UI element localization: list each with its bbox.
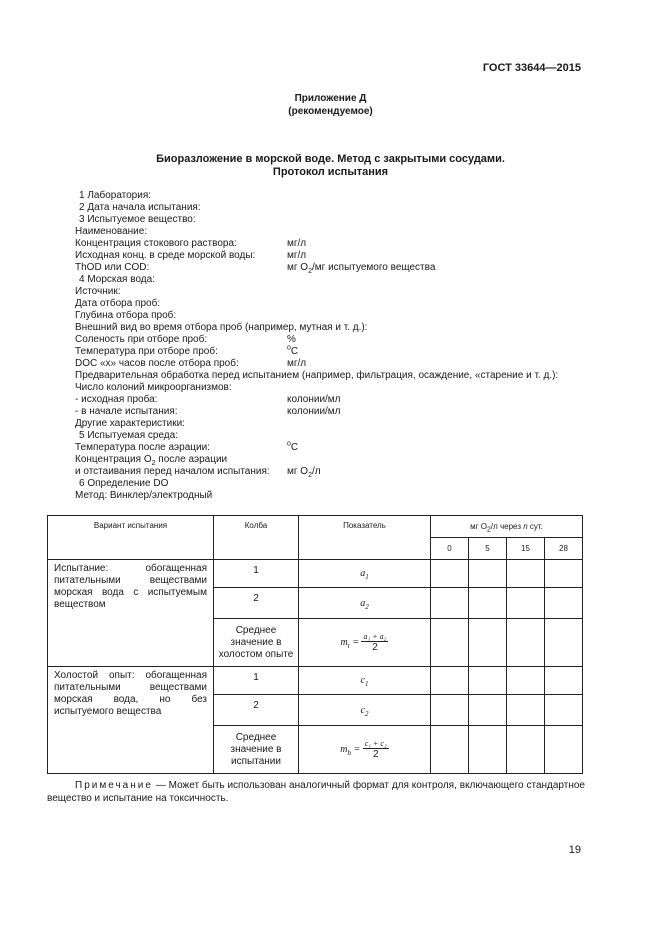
value-cell[interactable]: [507, 588, 545, 619]
value-cell[interactable]: [469, 726, 507, 774]
form-row: [75, 202, 585, 214]
value-cell[interactable]: [431, 619, 469, 667]
flask-cell: 2: [214, 695, 299, 726]
form-row: [75, 430, 585, 442]
value-cell[interactable]: [469, 560, 507, 588]
form-label: Температура при отборе проб:: [75, 346, 218, 357]
form-row: [75, 442, 585, 454]
flask-cell: 2: [214, 588, 299, 619]
form-row: [75, 418, 585, 430]
value-cell[interactable]: [469, 695, 507, 726]
form-row: [75, 370, 585, 382]
form-label: и отстаивания перед началом испытания:: [75, 466, 270, 477]
form-label: Соленость при отборе проб:: [75, 334, 208, 345]
form-label: Глубина отбора проб:: [75, 310, 177, 321]
table-header-row: [48, 516, 583, 538]
form-row: [75, 406, 585, 418]
indicator-cell: $c_1$: [299, 667, 431, 695]
form-label: Источник:: [75, 286, 121, 297]
flask-cell: 1: [214, 560, 299, 588]
form-row: [75, 250, 585, 262]
value-cell[interactable]: [507, 726, 545, 774]
form-row: [75, 190, 585, 202]
form-row: [75, 490, 585, 502]
header-variant: Вариант испытания: [48, 516, 214, 560]
indicator-cell: $a_1$: [299, 560, 431, 588]
form-row: [75, 358, 585, 370]
form-label: Предварительная обработка перед испытанием (например, фильтрация, осаждение, «старение и т. д.):: [75, 370, 559, 381]
average-cell: Среднее значение в холостом опыте: [214, 619, 299, 667]
page-number: 19: [568, 844, 581, 856]
header-indicator: Показатель: [299, 516, 431, 560]
form-row: [75, 310, 585, 322]
header-flask: Колба: [214, 516, 299, 560]
form-label: Дата отбора проб:: [75, 298, 161, 309]
form-label: Метод: Винклер/электродный: [75, 490, 213, 501]
form-row: [75, 238, 585, 250]
form-unit: колонии/мл: [287, 394, 341, 405]
table-note: [47, 779, 585, 805]
form-row: [75, 226, 585, 238]
appendix-title: Приложение Д: [294, 93, 367, 104]
header-day: 5: [469, 538, 507, 560]
value-cell[interactable]: [507, 619, 545, 667]
formula-cell: $m_b$ = $\frac{\text{c₁ + c₂}}{2}$: [299, 726, 431, 774]
flask-cell: 1: [214, 667, 299, 695]
form-label: DOC «х» часов после отбора проб:: [75, 358, 239, 369]
form-unit: мг/л: [287, 358, 307, 369]
form-unit: $^о$С: [287, 440, 299, 453]
form-row: [75, 394, 585, 406]
blank-variant-cell: Холостой опыт: обогащенная питательными веществами морская вода, но без испытуемого вещества: [48, 667, 214, 774]
value-cell[interactable]: [507, 667, 545, 695]
value-cell[interactable]: [431, 667, 469, 695]
form-row: [75, 382, 585, 394]
test-variant-cell: Испытание: обогащенная питательными веществами морская вода с испытуемым веществом: [48, 560, 214, 667]
value-cell[interactable]: [431, 695, 469, 726]
value-cell[interactable]: [507, 695, 545, 726]
value-cell[interactable]: [545, 726, 583, 774]
value-cell[interactable]: [545, 560, 583, 588]
form-label: Число колоний микроорганизмов:: [75, 382, 232, 393]
form-row: [75, 214, 585, 226]
results-table: [47, 515, 583, 774]
form-label: 6 Определение DO: [79, 478, 169, 489]
form-label: Концентрация $О_2$ после аэрации: [75, 454, 228, 467]
form-unit: мг/л: [287, 250, 307, 261]
form-row: [75, 286, 585, 298]
table-row: [48, 560, 583, 588]
form-label: 5 Испытуемая среда:: [79, 430, 178, 441]
form-unit: мг $О_2/мг$ испытуемого вещества: [287, 262, 436, 275]
form-label: Температура после аэрации:: [75, 442, 210, 453]
appendix-heading: [0, 92, 661, 118]
form-label: 4 Морская вода:: [79, 274, 155, 285]
standard-number: ГОСТ 33644—2015: [482, 62, 581, 74]
note-text: — Может быть использован аналогичный формат для контроля, включающего стандартное вещество и испытание на токсичность.: [47, 780, 585, 804]
header-day: 28: [545, 538, 583, 560]
formula-cell: $m_t$ = $\frac{\text{a₁ + a₂}}{2}$: [299, 619, 431, 667]
form-label: 1 Лаборатория:: [79, 190, 152, 201]
table-row: [48, 667, 583, 695]
value-cell[interactable]: [469, 667, 507, 695]
value-cell[interactable]: [469, 588, 507, 619]
protocol-form: [75, 190, 585, 502]
value-cell[interactable]: [431, 588, 469, 619]
value-cell[interactable]: [545, 588, 583, 619]
value-cell[interactable]: [507, 560, 545, 588]
value-cell[interactable]: [431, 726, 469, 774]
form-row: [75, 346, 585, 358]
value-cell[interactable]: [469, 619, 507, 667]
note-label: Примечание: [75, 780, 153, 791]
form-row: [75, 274, 585, 286]
form-row: [75, 298, 585, 310]
fraction: $\frac{\text{a₁ + a₂}}{2}$: [363, 632, 387, 653]
form-label: Другие характеристики:: [75, 418, 185, 429]
title-line-1: Биоразложение в морской воде. Метод с закрытыми сосудами.: [156, 153, 505, 165]
indicator-cell: $c_2$: [299, 695, 431, 726]
fraction: $\frac{\text{c₁ + c₂}}{2}$: [364, 739, 387, 760]
value-cell[interactable]: [545, 695, 583, 726]
form-label: Наименование:: [75, 226, 148, 237]
title-line-2: Протокол испытания: [272, 166, 389, 178]
value-cell[interactable]: [431, 560, 469, 588]
form-label: ThOD или COD:: [75, 262, 150, 273]
form-unit: мг $О_2/л$: [287, 466, 321, 479]
form-label: 3 Испытуемое вещество:: [79, 214, 196, 225]
header-mg-per-day: мг $О_2/л$ через n сут.: [431, 516, 583, 538]
form-unit: %: [287, 334, 296, 345]
form-label: Внешний вид во время отбора проб (например, мутная и т. д.):: [75, 322, 368, 333]
form-row: [75, 454, 585, 466]
form-unit: колонии/мл: [287, 406, 341, 417]
indicator-cell: $a_2$: [299, 588, 431, 619]
form-label: Исходная конц. в среде морской воды:: [75, 250, 256, 261]
form-label: 2 Дата начала испытания:: [79, 202, 201, 213]
value-cell[interactable]: [545, 619, 583, 667]
form-label: Концентрация стокового раствора:: [75, 238, 237, 249]
form-label: - в начале испытания:: [75, 406, 178, 417]
form-row: [75, 262, 585, 274]
form-unit: $^о$С: [287, 344, 299, 357]
average-cell: Среднее значение в испытании: [214, 726, 299, 774]
form-row: [75, 466, 585, 478]
form-row: [75, 478, 585, 490]
header-day: 15: [507, 538, 545, 560]
form-row: [75, 334, 585, 346]
value-cell[interactable]: [545, 667, 583, 695]
form-row: [75, 322, 585, 334]
form-label: - исходная проба:: [75, 394, 158, 405]
appendix-status: (рекомендуемое): [288, 106, 373, 117]
form-unit: мг/л: [287, 238, 307, 249]
document-title: [0, 153, 661, 179]
header-day: 0: [431, 538, 469, 560]
